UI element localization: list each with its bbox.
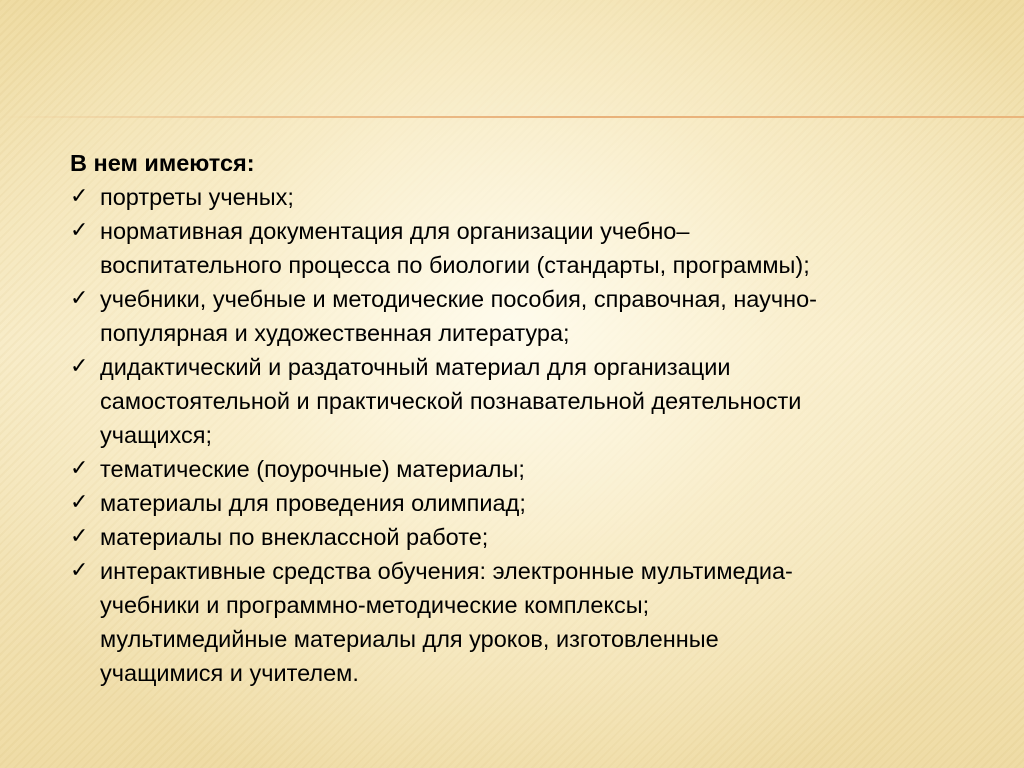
list-item [70,554,1000,690]
list-item-line: популярная и художественная литература; [100,320,570,346]
list-item [70,282,1000,350]
slide-content [70,146,1000,690]
list-item-line: материалы по внеклассной работе; [100,524,489,550]
list-item-line: нормативная документация для организации учебно– [100,218,690,244]
list-item-line: мультимедийные материалы для уроков, изготовленные [100,626,719,652]
checkmark-icon: ✓ [70,184,89,209]
checkmark-icon: ✓ [70,524,89,549]
checkmark-icon: ✓ [70,558,89,583]
list-item-line: портреты ученых; [100,184,294,210]
list-item [70,180,1000,214]
list-item-line: учебники и программно-методические комплексы; [100,592,650,618]
list-item-line: самостоятельной и практической познавательной деятельности [100,388,802,414]
list-item-line: учебники, учебные и методические пособия, справочная, научно- [100,286,817,312]
checkmark-icon: ✓ [70,286,89,311]
list-item-line: тематические (поурочные) материалы; [100,456,525,482]
list-item [70,520,1000,554]
list-item-line: интерактивные средства обучения: электронные мультимедиа- [100,558,793,584]
checkmark-icon: ✓ [70,490,89,515]
list-item [70,214,1000,282]
list-item-line: учащимися и учителем. [100,660,359,686]
list-item-line: воспитательного процесса по биологии (стандарты, программы); [100,252,810,278]
checkmark-icon: ✓ [70,354,89,379]
list-item [70,452,1000,486]
list-item-line: дидактический и раздаточный материал для организации [100,354,731,380]
checkmark-icon: ✓ [70,456,89,481]
checkmark-icon: ✓ [70,218,89,243]
list-item-line: материалы для проведения олимпиад; [100,490,526,516]
list-item [70,350,1000,452]
decorative-rule [0,116,1024,118]
slide-heading: В нем имеются: [70,150,255,176]
list-item-line: учащихся; [100,422,213,448]
list-item [70,486,1000,520]
bullet-list [70,180,1000,690]
